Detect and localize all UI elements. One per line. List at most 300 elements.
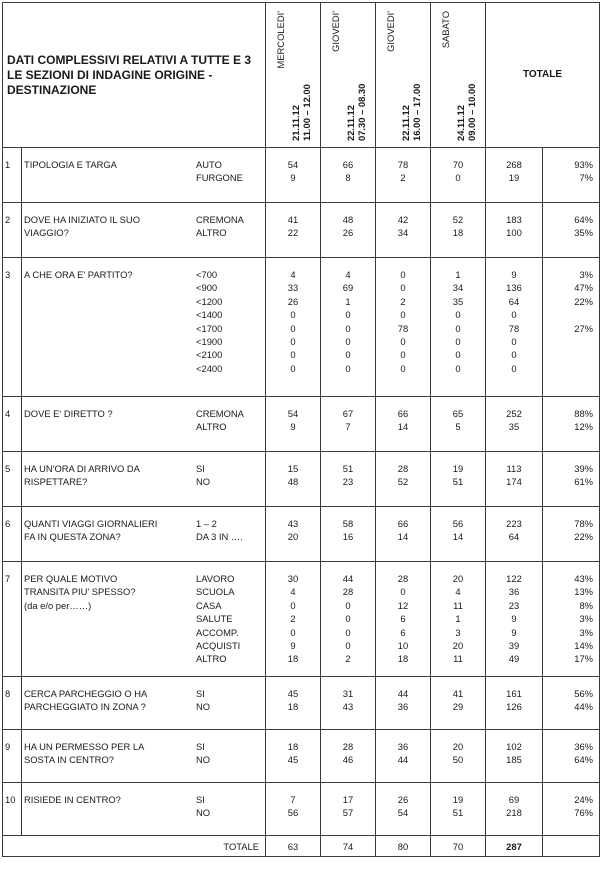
value-cell: 0 bbox=[400, 586, 406, 598]
value-cell: 0 bbox=[400, 335, 406, 347]
percent-values bbox=[543, 397, 600, 452]
day-values bbox=[266, 203, 321, 258]
total-value: 174 bbox=[506, 476, 522, 488]
day-values bbox=[376, 507, 431, 562]
day-date: 21.11.12 bbox=[290, 105, 301, 141]
value-cell: 36 bbox=[397, 741, 409, 752]
total-value: 183 bbox=[506, 214, 522, 225]
value-cell: 0 bbox=[290, 349, 296, 361]
percent-values bbox=[543, 783, 600, 836]
value-cell: 0 bbox=[345, 309, 351, 321]
total-value: 136 bbox=[506, 282, 522, 294]
value-cell: 66 bbox=[397, 518, 409, 529]
value-cell: 45 bbox=[287, 688, 299, 699]
question-number: 5 bbox=[3, 452, 22, 506]
day-name: MERCOLEDI' bbox=[275, 11, 286, 69]
value-cell: 42 bbox=[397, 214, 409, 225]
value-cell: 0 bbox=[455, 172, 461, 184]
total-value: 161 bbox=[506, 688, 522, 699]
value-cell: 14 bbox=[397, 531, 409, 543]
value-cell: 0 bbox=[400, 269, 406, 280]
answer-option: <1900 bbox=[196, 335, 223, 347]
value-cell: 2 bbox=[400, 295, 406, 307]
total-day-value: 70 bbox=[431, 836, 486, 857]
question-text-line: CERCA PARCHEGGIO O HA bbox=[24, 688, 148, 699]
answer-option: CREMONA bbox=[196, 214, 244, 225]
percent-value bbox=[543, 308, 593, 321]
answer-option: <1700 bbox=[196, 322, 223, 334]
day-header bbox=[266, 3, 321, 148]
value-cell: 18 bbox=[287, 701, 299, 713]
answer-option: NO bbox=[196, 476, 211, 488]
answer-option: <2100 bbox=[196, 349, 223, 361]
answer-option: <700 bbox=[196, 269, 218, 280]
day-values bbox=[321, 507, 376, 562]
empty-cell bbox=[543, 836, 600, 857]
question-text bbox=[22, 562, 196, 676]
percent-value: 3% bbox=[579, 626, 594, 638]
value-cell: 1 bbox=[455, 613, 461, 625]
percent-values bbox=[543, 258, 600, 397]
answer-option: ACQUISTI bbox=[196, 639, 241, 651]
total-value: 69 bbox=[508, 794, 520, 805]
answer-option: 1 – 2 bbox=[196, 518, 217, 529]
total-values bbox=[486, 397, 543, 452]
percent-value: 3% bbox=[579, 613, 594, 625]
value-cell: 52 bbox=[397, 476, 409, 488]
value-cell: 6 bbox=[400, 626, 406, 638]
value-cell: 41 bbox=[452, 688, 464, 699]
value-cell: 8 bbox=[345, 172, 351, 184]
day-time: 11.00 – 12.00 bbox=[301, 84, 312, 141]
day-values bbox=[431, 507, 486, 562]
day-values bbox=[431, 783, 486, 836]
value-cell: 44 bbox=[397, 754, 409, 766]
total-values bbox=[486, 258, 543, 397]
total-value: 0 bbox=[511, 335, 517, 347]
total-values bbox=[486, 783, 543, 836]
value-cell: 0 bbox=[345, 639, 351, 651]
total-value: 268 bbox=[506, 159, 522, 170]
total-value: 49 bbox=[508, 653, 520, 665]
percent-value: 7% bbox=[579, 172, 594, 184]
answer-options bbox=[196, 507, 265, 561]
value-cell: 48 bbox=[287, 476, 299, 488]
total-values bbox=[486, 677, 543, 730]
grand-total: 287 bbox=[486, 836, 543, 857]
percent-value: 56% bbox=[574, 688, 594, 699]
value-cell: 19 bbox=[452, 463, 464, 474]
answer-option: <1200 bbox=[196, 295, 223, 307]
total-value: 126 bbox=[506, 701, 522, 713]
total-values bbox=[486, 730, 543, 783]
day-values bbox=[431, 730, 486, 783]
answer-options bbox=[196, 452, 265, 506]
total-value: 185 bbox=[506, 754, 522, 766]
total-value: 78 bbox=[508, 322, 520, 334]
value-cell: 23 bbox=[342, 476, 354, 488]
answer-options bbox=[196, 258, 265, 396]
day-values bbox=[266, 730, 321, 783]
value-cell: 17 bbox=[342, 794, 354, 805]
question-cell bbox=[3, 677, 266, 730]
answer-options bbox=[196, 148, 265, 202]
value-cell: 7 bbox=[290, 794, 296, 805]
question-text bbox=[22, 397, 196, 451]
value-cell: 5 bbox=[455, 421, 461, 433]
question-row bbox=[3, 507, 600, 562]
value-cell: 58 bbox=[342, 518, 354, 529]
answer-option: SI bbox=[196, 688, 205, 699]
answer-option: ALTRO bbox=[196, 227, 227, 239]
question-text-line: TIPOLOGIA E TARGA bbox=[24, 159, 117, 170]
percent-value: 27% bbox=[574, 322, 594, 334]
total-value: 35 bbox=[508, 421, 520, 433]
percent-value: 61% bbox=[574, 476, 594, 488]
value-cell: 9 bbox=[290, 639, 296, 651]
day-header bbox=[321, 3, 376, 148]
day-time: 16.00 – 17.00 bbox=[411, 83, 422, 141]
question-text-line: FA IN QUESTA ZONA? bbox=[24, 531, 121, 543]
value-cell: 0 bbox=[290, 362, 296, 374]
question-number: 3 bbox=[3, 258, 22, 396]
percent-value bbox=[543, 335, 593, 348]
question-cell bbox=[3, 783, 266, 836]
question-text bbox=[22, 730, 196, 782]
value-cell: 1 bbox=[455, 269, 461, 280]
percent-values bbox=[543, 730, 600, 783]
day-values bbox=[321, 783, 376, 836]
value-cell: 14 bbox=[452, 531, 464, 543]
question-number: 2 bbox=[3, 203, 22, 257]
value-cell: 54 bbox=[397, 807, 409, 819]
answer-option: <1400 bbox=[196, 309, 223, 321]
total-day-value: 63 bbox=[266, 836, 321, 857]
value-cell: 28 bbox=[397, 463, 409, 474]
value-cell: 20 bbox=[452, 573, 464, 584]
table-title: DATI COMPLESSIVI RELATIVI A TUTTE E 3 LE SEZIONI DI INDAGINE ORIGINE - DESTINAZIONE bbox=[3, 3, 266, 148]
question-cell bbox=[3, 562, 266, 677]
question-text-line: QUANTI VIAGGI GIORNALIERI bbox=[24, 518, 158, 529]
day-values bbox=[266, 677, 321, 730]
question-text-line: PER QUALE MOTIVO bbox=[24, 573, 118, 584]
value-cell: 0 bbox=[400, 349, 406, 361]
percent-value: 78% bbox=[574, 518, 594, 529]
answer-options bbox=[196, 397, 265, 451]
value-cell: 11 bbox=[453, 599, 463, 611]
value-cell: 0 bbox=[455, 362, 461, 374]
day-values bbox=[376, 452, 431, 507]
total-value: 100 bbox=[506, 227, 522, 239]
totals-label: TOTALE bbox=[3, 836, 266, 857]
value-cell: 26 bbox=[287, 295, 299, 307]
value-cell: 45 bbox=[287, 754, 299, 766]
percent-values bbox=[543, 203, 600, 258]
question-row bbox=[3, 258, 600, 397]
value-cell: 67 bbox=[342, 408, 354, 419]
value-cell: 4 bbox=[345, 269, 351, 280]
value-cell: 34 bbox=[452, 282, 464, 294]
day-values bbox=[266, 452, 321, 507]
value-cell: 34 bbox=[397, 227, 409, 239]
question-row bbox=[3, 562, 600, 677]
value-cell: 7 bbox=[345, 421, 351, 433]
question-number: 7 bbox=[3, 562, 22, 676]
value-cell: 33 bbox=[287, 282, 299, 294]
question-number: 6 bbox=[3, 507, 22, 561]
value-cell: 28 bbox=[397, 573, 409, 584]
question-text-line: RISPETTARE? bbox=[24, 476, 88, 488]
percent-values bbox=[543, 148, 600, 203]
value-cell: 18 bbox=[397, 653, 409, 665]
total-values bbox=[486, 562, 543, 677]
answer-option: FURGONE bbox=[196, 172, 243, 184]
percent-value: 22% bbox=[574, 531, 594, 543]
question-cell bbox=[3, 203, 266, 258]
day-values bbox=[321, 562, 376, 677]
value-cell: 51 bbox=[342, 463, 354, 474]
total-value: 252 bbox=[506, 408, 522, 419]
question-row bbox=[3, 452, 600, 507]
question-number: 4 bbox=[3, 397, 22, 451]
total-values bbox=[486, 452, 543, 507]
day-header bbox=[431, 3, 486, 148]
answer-option: SI bbox=[196, 794, 205, 805]
value-cell: 20 bbox=[452, 639, 464, 651]
value-cell: 26 bbox=[342, 227, 354, 239]
value-cell: 57 bbox=[342, 807, 354, 819]
value-cell: 66 bbox=[342, 159, 354, 170]
value-cell: 15 bbox=[287, 463, 299, 474]
value-cell: 54 bbox=[287, 159, 299, 170]
totals-row bbox=[3, 836, 600, 857]
value-cell: 10 bbox=[397, 639, 409, 651]
answer-options bbox=[196, 677, 265, 729]
value-cell: 69 bbox=[342, 282, 354, 294]
value-cell: 11 bbox=[453, 653, 463, 665]
value-cell: 0 bbox=[455, 322, 461, 334]
question-text-line: SOSTA IN CENTRO? bbox=[24, 754, 114, 766]
total-value: 64 bbox=[508, 531, 520, 543]
day-values bbox=[376, 562, 431, 677]
answer-option: DA 3 IN …. bbox=[196, 531, 243, 543]
value-cell: 28 bbox=[342, 741, 354, 752]
value-cell: 0 bbox=[345, 626, 351, 638]
value-cell: 54 bbox=[287, 408, 299, 419]
value-cell: 78 bbox=[397, 159, 409, 170]
header-row bbox=[3, 3, 600, 148]
value-cell: 46 bbox=[342, 754, 354, 766]
total-value: 9 bbox=[511, 613, 517, 625]
percent-value: 12% bbox=[574, 421, 594, 433]
question-cell bbox=[3, 397, 266, 452]
value-cell: 0 bbox=[400, 362, 406, 374]
question-cell bbox=[3, 148, 266, 203]
total-value: 102 bbox=[506, 741, 522, 752]
question-row bbox=[3, 677, 600, 730]
total-value: 0 bbox=[511, 309, 517, 321]
question-text-line: DOVE HA INIZIATO IL SUO bbox=[24, 214, 140, 225]
value-cell: 9 bbox=[290, 421, 296, 433]
day-values bbox=[321, 148, 376, 203]
total-day-value: 74 bbox=[321, 836, 376, 857]
value-cell: 48 bbox=[342, 214, 354, 225]
day-values bbox=[431, 677, 486, 730]
percent-value: 88% bbox=[574, 408, 594, 419]
answer-options bbox=[196, 783, 265, 835]
value-cell: 78 bbox=[397, 322, 409, 334]
percent-value: 64% bbox=[574, 214, 594, 225]
day-date: 22.11.12 bbox=[345, 105, 356, 141]
value-cell: 35 bbox=[452, 295, 464, 307]
value-cell: 30 bbox=[287, 573, 299, 584]
day-values bbox=[321, 397, 376, 452]
percent-value: 76% bbox=[574, 807, 594, 819]
percent-value: 43% bbox=[574, 573, 594, 584]
answer-option: ALTRO bbox=[196, 653, 227, 665]
value-cell: 65 bbox=[452, 408, 464, 419]
day-values bbox=[431, 452, 486, 507]
value-cell: 41 bbox=[287, 214, 299, 225]
day-values bbox=[266, 507, 321, 562]
value-cell: 16 bbox=[342, 531, 354, 543]
day-time: 07.30 – 08.30 bbox=[356, 83, 367, 141]
day-values bbox=[376, 397, 431, 452]
answer-option: SI bbox=[196, 463, 205, 474]
question-cell bbox=[3, 452, 266, 507]
percent-value: 47% bbox=[574, 282, 594, 294]
percent-value: 93% bbox=[574, 159, 594, 170]
value-cell: 0 bbox=[290, 599, 296, 611]
percent-value: 39% bbox=[574, 463, 594, 474]
value-cell: 22 bbox=[287, 227, 299, 239]
answer-option: CREMONA bbox=[196, 408, 244, 419]
answer-option: SCUOLA bbox=[196, 586, 235, 598]
value-cell: 18 bbox=[287, 653, 299, 665]
value-cell: 3 bbox=[455, 626, 461, 638]
total-value: 9 bbox=[511, 626, 517, 638]
percent-value: 13% bbox=[574, 586, 594, 598]
question-text-line: DOVE E' DIRETTO ? bbox=[24, 408, 113, 419]
percent-value: 64% bbox=[574, 754, 594, 766]
value-cell: 18 bbox=[287, 741, 299, 752]
question-row bbox=[3, 783, 600, 836]
question-row bbox=[3, 203, 600, 258]
day-values bbox=[431, 258, 486, 397]
percent-values bbox=[543, 452, 600, 507]
percent-values bbox=[543, 507, 600, 562]
value-cell: 0 bbox=[345, 599, 351, 611]
day-values bbox=[376, 783, 431, 836]
value-cell: 4 bbox=[290, 269, 296, 280]
day-values bbox=[321, 203, 376, 258]
question-text bbox=[22, 203, 196, 257]
value-cell: 0 bbox=[400, 282, 406, 294]
value-cell: 0 bbox=[455, 349, 461, 361]
value-cell: 56 bbox=[287, 807, 299, 819]
value-cell: 2 bbox=[400, 172, 406, 184]
question-text bbox=[22, 783, 196, 835]
value-cell: 44 bbox=[397, 688, 409, 699]
day-values bbox=[321, 452, 376, 507]
value-cell: 14 bbox=[397, 421, 409, 433]
total-value: 223 bbox=[506, 518, 522, 529]
percent-value: 14% bbox=[574, 639, 594, 651]
percent-value bbox=[543, 348, 593, 361]
question-text-line: VIAGGIO? bbox=[24, 227, 69, 239]
day-values bbox=[376, 730, 431, 783]
day-header bbox=[376, 3, 431, 148]
question-cell bbox=[3, 507, 266, 562]
value-cell: 44 bbox=[342, 573, 354, 584]
question-number: 1 bbox=[3, 148, 22, 202]
question-text-line: HA UN PERMESSO PER LA bbox=[24, 741, 145, 752]
value-cell: 0 bbox=[290, 335, 296, 347]
answer-options bbox=[196, 730, 265, 782]
value-cell: 0 bbox=[345, 349, 351, 361]
answer-option: <2400 bbox=[196, 362, 223, 374]
total-value: 113 bbox=[506, 463, 522, 474]
question-text-line: TRANSITA PIU' SPESSO? bbox=[24, 586, 136, 598]
total-value: 36 bbox=[508, 586, 520, 598]
question-text bbox=[22, 258, 196, 396]
value-cell: 51 bbox=[452, 807, 464, 819]
value-cell: 29 bbox=[452, 701, 464, 713]
day-time: 09.00 – 10.00 bbox=[466, 83, 477, 141]
total-values bbox=[486, 148, 543, 203]
day-values bbox=[431, 148, 486, 203]
question-text bbox=[22, 677, 196, 729]
total-values bbox=[486, 507, 543, 562]
day-values bbox=[376, 677, 431, 730]
answer-options bbox=[196, 562, 265, 676]
percent-value: 8% bbox=[579, 599, 594, 611]
total-value: 64 bbox=[508, 295, 520, 307]
value-cell: 0 bbox=[400, 309, 406, 321]
answer-option: CASA bbox=[196, 599, 222, 611]
percent-value: 36% bbox=[574, 741, 594, 752]
value-cell: 70 bbox=[452, 159, 464, 170]
answer-option: ALTRO bbox=[196, 421, 227, 433]
value-cell: 0 bbox=[290, 309, 296, 321]
survey-table bbox=[2, 2, 600, 857]
value-cell: 26 bbox=[397, 794, 409, 805]
question-text bbox=[22, 507, 196, 561]
percent-value bbox=[543, 362, 593, 375]
answer-option: ACCOMP. bbox=[196, 626, 239, 638]
answer-option: NO bbox=[196, 754, 211, 766]
value-cell: 50 bbox=[452, 754, 464, 766]
percent-value: 22% bbox=[574, 295, 594, 307]
day-values bbox=[376, 258, 431, 397]
question-text bbox=[22, 452, 196, 506]
day-values bbox=[321, 258, 376, 397]
answer-option: NO bbox=[196, 701, 211, 713]
value-cell: 0 bbox=[290, 626, 296, 638]
day-values bbox=[376, 203, 431, 258]
value-cell: 12 bbox=[397, 599, 409, 611]
question-cell bbox=[3, 258, 266, 397]
percent-values bbox=[543, 677, 600, 730]
answer-option: SALUTE bbox=[196, 613, 233, 625]
day-values bbox=[266, 562, 321, 677]
percent-value: 44% bbox=[574, 701, 594, 713]
value-cell: 51 bbox=[452, 476, 464, 488]
value-cell: 2 bbox=[345, 653, 351, 665]
value-cell: 56 bbox=[452, 518, 464, 529]
percent-value: 24% bbox=[574, 794, 594, 805]
day-date: 22.11.12 bbox=[400, 105, 411, 141]
